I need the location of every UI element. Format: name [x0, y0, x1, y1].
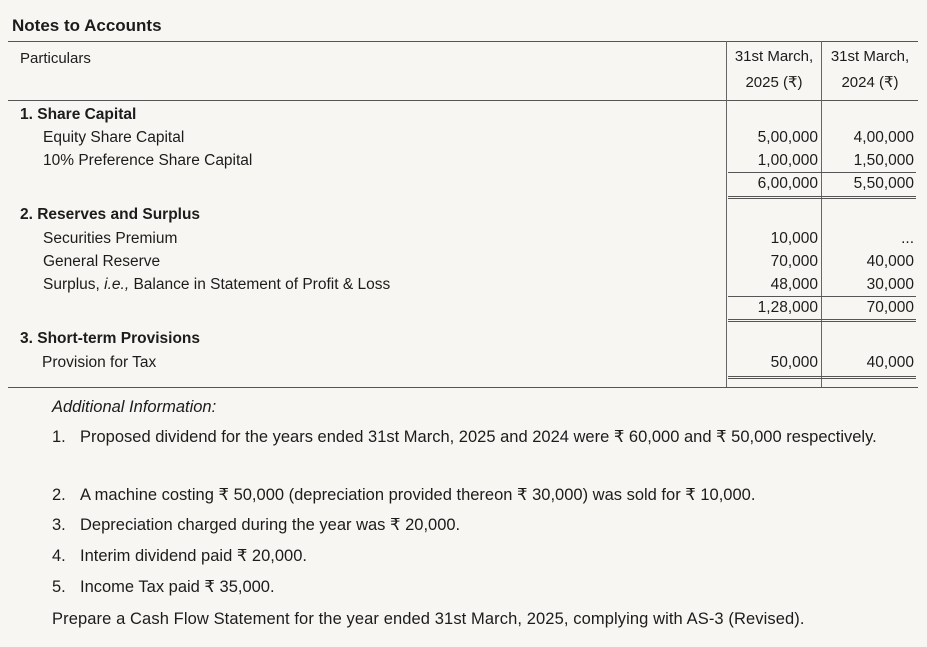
row-value-2024: 40,000	[866, 354, 914, 371]
info-number: 1.	[52, 428, 66, 446]
info-number: 4.	[52, 547, 66, 565]
table-header-rule	[8, 100, 918, 101]
header-particulars: Particulars	[20, 50, 91, 67]
row-value-2024: 1,50,000	[853, 152, 914, 169]
total-value-2025: 6,00,000	[757, 175, 818, 192]
info-text: A machine costing ₹ 50,000 (depreciation provided thereon ₹ 30,000) was sold for ₹ 10,000.	[80, 486, 756, 504]
subtotal-rule	[728, 296, 916, 297]
header-2025	[728, 44, 820, 96]
subtotal-rule	[728, 172, 916, 173]
notes-title: Notes to Accounts	[12, 16, 162, 35]
row-label: Securities Premium	[43, 230, 178, 247]
row-value-2024: 4,00,000	[853, 129, 914, 146]
header-2024-line2: 2024 (₹)	[841, 74, 899, 91]
row-label: Provision for Tax	[42, 354, 157, 371]
info-number: 5.	[52, 578, 66, 596]
total-double-rule	[728, 196, 916, 199]
row-value-2024: 40,000	[866, 253, 914, 270]
total-value-2025: 1,28,000	[757, 299, 818, 316]
row-value-2025: 50,000	[770, 354, 818, 371]
row-label	[43, 276, 390, 294]
table-top-rule	[8, 41, 918, 42]
section-heading: 1. Share Capital	[20, 106, 137, 123]
header-2025-line1: 31st March,	[734, 48, 814, 65]
row-label: Equity Share Capital	[43, 129, 185, 146]
row-value-2024: ...	[901, 230, 914, 247]
col-divider-1	[726, 41, 727, 387]
row-value-2025: 5,00,000	[757, 129, 818, 146]
total-value-2024: 70,000	[866, 299, 914, 316]
section-heading: 2. Reserves and Surplus	[20, 206, 201, 223]
info-text: Depreciation charged during the year was ₹ 20,000.	[80, 516, 461, 534]
row-value-2025: 70,000	[770, 253, 818, 270]
row-label-post: Balance in Statement of Profit & Loss	[129, 276, 391, 293]
header-2025-line2: 2025 (₹)	[745, 74, 803, 91]
row-label: 10% Preference Share Capital	[43, 152, 253, 169]
header-2024	[822, 44, 918, 96]
info-text: Proposed dividend for the years ended 31st March, 2025 and 2024 were ₹ 60,000 and ₹ 50,000 respectively.	[80, 428, 877, 446]
total-value-2024: 5,50,000	[853, 175, 914, 192]
row-value-2025: 10,000	[770, 230, 818, 247]
row-value-2024: 30,000	[866, 276, 914, 293]
info-number: 2.	[52, 486, 66, 504]
additional-info-title: Additional Information:	[52, 398, 217, 416]
table-bottom-rule	[8, 387, 918, 388]
row-label-italic: i.e.,	[104, 276, 130, 293]
info-number: 3.	[52, 516, 66, 534]
row-value-2025: 1,00,000	[757, 152, 818, 169]
info-text: Interim dividend paid ₹ 20,000.	[80, 547, 307, 565]
header-2024-line1: 31st March,	[830, 48, 910, 65]
info-text: Income Tax paid ₹ 35,000.	[80, 578, 275, 596]
total-double-rule	[728, 319, 916, 322]
instruction-text: Prepare a Cash Flow Statement for the year ended 31st March, 2025, complying with AS-3 (Revised).	[52, 610, 805, 628]
total-double-rule	[728, 376, 916, 379]
row-label: General Reserve	[43, 253, 161, 270]
section-heading: 3. Short-term Provisions	[20, 330, 201, 347]
row-label-pre: Surplus,	[43, 276, 105, 293]
row-value-2025: 48,000	[770, 276, 818, 293]
